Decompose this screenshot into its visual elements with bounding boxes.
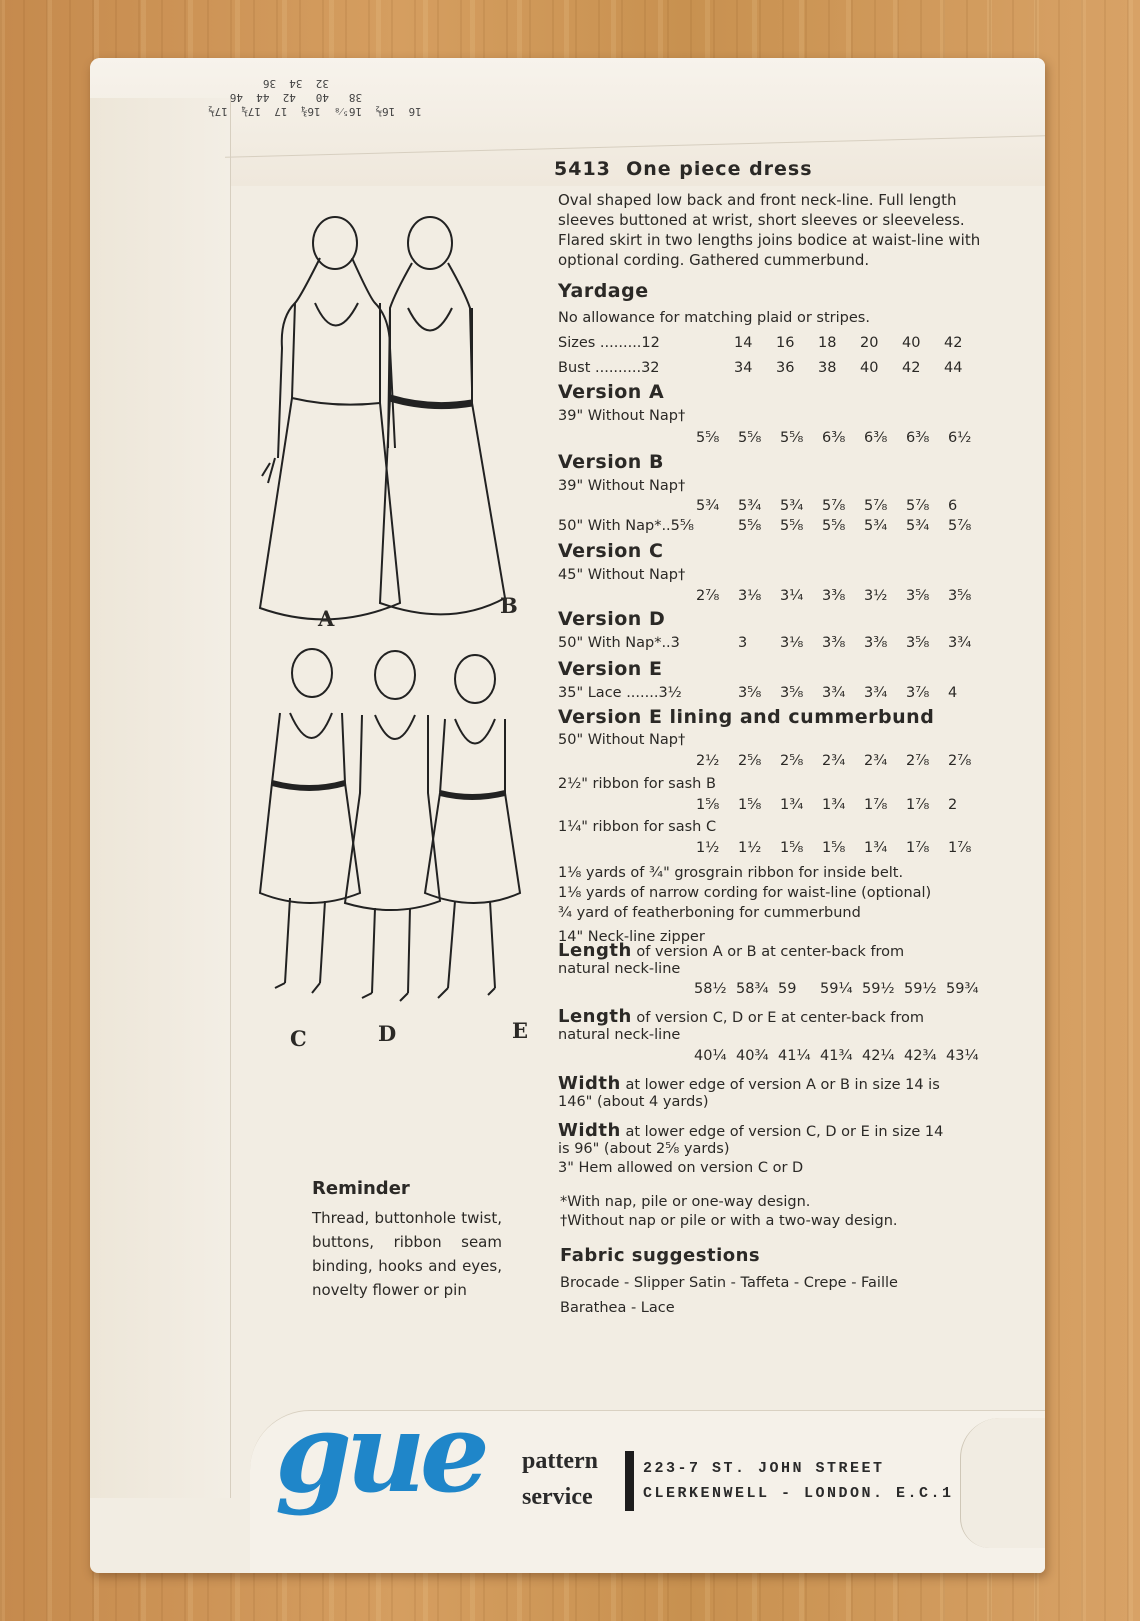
value-cell: 3½ [864,588,888,604]
value-cell: 1⁷⁄₈ [906,840,930,856]
value-cell: 3¼ [780,588,804,604]
value-cell: 2⁷⁄₈ [696,588,720,604]
version-a-values [696,430,990,446]
value-cell: 2⁵⁄₈ [780,753,804,769]
sash-c-values [696,840,990,856]
value-cell: 44 [944,360,963,376]
value-cell: 5⁷⁄₈ [864,498,888,514]
bottom-tab [960,1418,1045,1548]
length-cde-values [694,1048,988,1064]
value-cell: 38 [818,360,837,376]
value-cell: 41¼ [778,1048,811,1064]
value-cell: 14 [734,335,753,351]
value-cell: 3¾ [948,635,972,651]
dress-illustration-cde [250,643,530,1013]
pattern-name: One piece dress [626,158,813,180]
sash-c-label: 1¼" ribbon for sash C [558,819,717,835]
width-cde-heading: Width [558,1120,621,1141]
value-cell: 5¾ [696,498,720,514]
value-cell: 5¾ [780,498,804,514]
strip-line-1: 16 16½ 16⁵⁄₈ 16¾ 17 17¼ 17½ [208,105,422,118]
value-cell: 59 [778,981,797,997]
version-a-label: 39" Without Nap† [558,408,686,424]
value-cell: 3⁵⁄₈ [906,635,930,651]
value-cell: 3⁵⁄₈ [738,685,762,701]
value-cell: 5⁵⁄₈ [696,430,720,446]
version-c-values [696,588,990,604]
value-cell: 1⁵⁄₈ [822,840,846,856]
value-cell: 1¾ [822,797,846,813]
value-cell: 3⁵⁄₈ [948,588,972,604]
version-c-label: 45" Without Nap† [558,567,686,583]
value-cell: 43¼ [946,1048,979,1064]
width-cde [558,1120,943,1141]
value-cell: 3¾ [822,685,846,701]
upside-down-size-strip [208,76,422,118]
value-cell: 1⁵⁄₈ [738,797,762,813]
value-cell: 20 [860,335,879,351]
fabric-line-1: Brocade - Slipper Satin - Taffeta - Crepe - Faille [560,1275,898,1291]
yardage-heading: Yardage [558,280,649,302]
width-cde-text-3: 3" Hem allowed on version C or D [558,1160,804,1176]
length-ab-text: of version A or B at center-back from [636,944,905,960]
version-e-label: 35" Lace .......3½ [558,685,682,701]
width-cde-text: at lower edge of version C, D or E in size 14 [625,1124,944,1140]
value-cell: 3³⁄₈ [822,588,846,604]
pattern-number: 5413 [554,158,611,180]
sizes-label: Sizes .........12 [558,335,660,351]
length-ab-heading: Length [558,940,632,961]
address-line-1: 223-7 ST. JOHN STREET [643,1460,885,1477]
pattern-envelope [90,58,1045,1573]
value-cell: 4 [948,685,958,701]
length-ab-values [694,981,988,997]
value-cell: 3³⁄₈ [864,635,888,651]
value-cell: 2¾ [864,753,888,769]
strip-line-3: 32 34 36 [262,77,422,90]
sizes-row [734,335,986,351]
width-ab-text: at lower edge of version A or B in size 14 is [625,1077,940,1093]
value-cell: 6 [948,498,958,514]
notions-list [558,863,931,947]
version-e-values [738,685,990,701]
value-cell: 1¾ [780,797,804,813]
footnote-1: *With nap, pile or one-way design. [560,1194,811,1210]
notion-3: ¾ yard of featherboning for cummerbund [558,905,861,921]
value-cell: 3⁵⁄₈ [780,685,804,701]
value-cell: 2⁵⁄₈ [738,753,762,769]
value-cell: 5¾ [738,498,762,514]
length-cde [558,1006,924,1027]
value-cell: 1½ [696,840,720,856]
value-cell: 3⁵⁄₈ [906,588,930,604]
reminder-heading: Reminder [312,1178,410,1199]
version-b-label-2: 50" With Nap*..5⁵⁄₈ [558,518,694,534]
value-cell: 2½ [696,753,720,769]
value-cell: 5¾ [906,518,930,534]
footnote-2: †Without nap or pile or with a two-way design. [560,1213,898,1229]
notion-2: 1⅛ yards of narrow cording for waist-line (optional) [558,885,932,901]
value-cell: 42 [944,335,963,351]
width-ab [558,1073,940,1094]
fabric-line-2: Barathea - Lace [560,1300,675,1316]
value-cell: 1⁷⁄₈ [906,797,930,813]
value-cell: 5⁷⁄₈ [822,498,846,514]
notion-1: 1⅛ yards of ¾" grosgrain ribbon for inside belt. [558,865,904,881]
version-d-values [738,635,990,651]
value-cell: 59¾ [946,981,979,997]
dress-illustration-ab [240,208,520,628]
label-b: B [500,593,518,618]
brand-logo: gue [275,1388,484,1517]
value-cell: 2¾ [822,753,846,769]
value-cell: 1⁷⁄₈ [864,797,888,813]
label-c: C [290,1026,307,1051]
value-cell: 34 [734,360,753,376]
value-cell: 16 [776,335,795,351]
yardage-note: No allowance for matching plaid or stripes. [558,310,870,326]
version-b-values-2 [738,518,990,534]
value-cell: 1⁵⁄₈ [780,840,804,856]
reminder-text: Thread, buttonhole twist, buttons, ribbon seam binding, hooks and eyes, novelty flower or pin [312,1209,502,1299]
strip-line-2: 38 40 42 44 46 [229,91,422,104]
value-cell: 6³⁄₈ [906,430,930,446]
value-cell: 1⁷⁄₈ [948,840,972,856]
brand-service: service [522,1484,593,1510]
value-cell: 3 [738,635,748,651]
lining-values [696,753,990,769]
value-cell: 42¼ [862,1048,895,1064]
brand-divider [625,1451,634,1511]
value-cell: 3⅛ [738,588,762,604]
length-cde-text-2: natural neck-line [558,1027,681,1043]
notion-4: 14" Neck-line zipper [558,929,705,945]
length-ab [558,940,904,961]
value-cell: 3³⁄₈ [822,635,846,651]
version-d-label: 50" With Nap*..3 [558,635,680,651]
value-cell: 42 [902,360,921,376]
value-cell: 42¾ [904,1048,937,1064]
label-a: A [318,606,335,631]
sash-b-values [696,797,990,813]
width-ab-heading: Width [558,1073,621,1094]
pattern-title [554,158,813,180]
label-d: D [378,1021,397,1046]
length-cde-heading: Length [558,1006,632,1027]
value-cell: 40¼ [694,1048,727,1064]
version-b-values-1 [696,498,990,514]
value-cell: 59¼ [820,981,853,997]
value-cell: 5⁵⁄₈ [780,430,804,446]
version-e-lining-heading: Version E lining and cummerbund [558,706,935,728]
value-cell: 58½ [694,981,727,997]
width-cde-text-2: is 96" (about 2⁵⁄₈ yards) [558,1141,730,1157]
value-cell: 40 [902,335,921,351]
bust-label: Bust ..........32 [558,360,660,376]
value-cell: 3⁷⁄₈ [906,685,930,701]
value-cell: 3⅛ [780,635,804,651]
length-ab-text-2: natural neck-line [558,961,681,977]
value-cell: 1⁵⁄₈ [696,797,720,813]
value-cell: 1½ [738,840,762,856]
value-cell: 5⁷⁄₈ [906,498,930,514]
value-cell: 2⁷⁄₈ [948,753,972,769]
value-cell: 2⁷⁄₈ [906,753,930,769]
value-cell: 40¾ [736,1048,769,1064]
version-b-label: 39" Without Nap† [558,478,686,494]
brand-pattern: pattern [522,1448,598,1474]
lining-label: 50" Without Nap† [558,732,686,748]
length-cde-text: of version C, D or E at center-back from [636,1010,924,1026]
value-cell: 58¾ [736,981,769,997]
bust-row [734,360,986,376]
version-e-heading: Version E [558,658,663,680]
value-cell: 6³⁄₈ [864,430,888,446]
label-e: E [512,1018,529,1043]
pattern-description: Oval shaped low back and front neck-line. Full length sleeves buttoned at wrist, short sleeves or sleeveless. Flared skirt in two lengths joins bodice at waist-line with optional cording. Gathered cummerbund. [558,191,981,269]
fabric-heading: Fabric suggestions [560,1245,761,1266]
left-flap [90,98,231,1498]
version-a-heading: Version A [558,381,665,403]
value-cell: 2 [948,797,958,813]
value-cell: 59½ [904,981,937,997]
value-cell: 5⁵⁄₈ [738,430,762,446]
value-cell: 1¾ [864,840,888,856]
value-cell: 5¾ [864,518,888,534]
value-cell: 5⁵⁄₈ [780,518,804,534]
value-cell: 5⁵⁄₈ [822,518,846,534]
version-c-heading: Version C [558,540,664,562]
version-d-heading: Version D [558,608,666,630]
version-b-heading: Version B [558,451,664,473]
value-cell: 59½ [862,981,895,997]
width-ab-text-2: 146" (about 4 yards) [558,1094,709,1110]
value-cell: 40 [860,360,879,376]
value-cell: 41¾ [820,1048,853,1064]
value-cell: 5⁵⁄₈ [738,518,762,534]
address-line-2: CLERKENWELL - LONDON. E.C.1 [643,1485,954,1502]
sash-b-label: 2½" ribbon for sash B [558,776,716,792]
value-cell: 6½ [948,430,972,446]
value-cell: 3¾ [864,685,888,701]
value-cell: 6³⁄₈ [822,430,846,446]
value-cell: 36 [776,360,795,376]
value-cell: 18 [818,335,837,351]
value-cell: 5⁷⁄₈ [948,518,972,534]
